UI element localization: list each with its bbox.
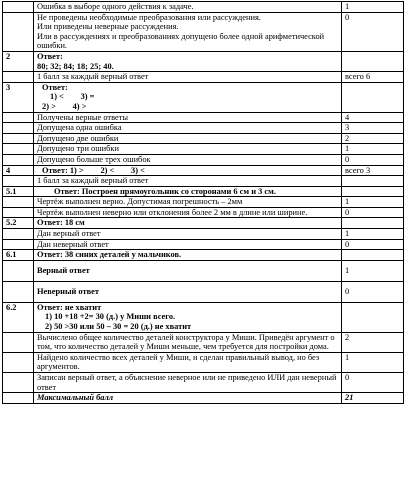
task-number: 4 [3, 165, 34, 176]
criterion-score: 2 [342, 332, 404, 352]
task-number: 6.2 [3, 302, 34, 332]
criterion-score: 0 [342, 239, 404, 250]
task-answer: Ответ: 1) > 2) < 3) < [34, 165, 342, 176]
table-row [3, 281, 404, 302]
criterion-text: Неверный ответ [34, 281, 342, 302]
criterion-score: 4 [342, 112, 404, 123]
scoring-table [2, 1, 404, 404]
criterion-text: Чертёж выполнен верно. Допустимая погрешность – 2мм [34, 197, 342, 208]
criterion-score: 1 [342, 197, 404, 208]
table-row [3, 2, 404, 13]
task-number: 5.2 [3, 218, 34, 229]
table-row [3, 239, 404, 250]
task-row [3, 186, 404, 197]
task-row [3, 165, 404, 176]
table-row [3, 229, 404, 240]
criterion-score: 1 [342, 2, 404, 13]
task-answer: Ответ: не хватит 1) 10 +18 +2= 30 (д.) у Миши всего. 2) 50 >30 или 50 – 30 = 20 (д.) не хватит [34, 302, 342, 332]
task-answer: Ответ: Построен прямоугольник со сторонами 6 см и 3 см. [34, 186, 342, 197]
table-row [3, 373, 404, 393]
table-row [3, 197, 404, 208]
task-row [3, 82, 404, 112]
criterion-text: Допущена одна ошибка [34, 123, 342, 134]
criterion-score: 0 [342, 373, 404, 393]
task-row [3, 218, 404, 229]
task-answer: Ответ: 38 синих деталей у мальчиков. [34, 250, 342, 261]
task-answer: Ответ: 1) < 3) = 2) > 4) > [34, 82, 342, 112]
criterion-text: Не проведены необходимые преобразования или рассуждения. Или приведены неверные рассуждения. Или в рассуждениях и преобразованиях допущено более одной арифметической ошибки. [34, 12, 342, 51]
criterion-score: 1 [342, 352, 404, 372]
criterion-score: всего 6 [342, 72, 404, 83]
criterion-score: 1 [342, 229, 404, 240]
total-row [3, 393, 404, 404]
table-row [3, 260, 404, 281]
criterion-text: Чертёж выполнен неверно или отклонения более 2 мм в длине или ширине. [34, 207, 342, 218]
table-row [3, 332, 404, 352]
criterion-text: Допущено больше трех ошибок [34, 154, 342, 165]
criterion-text: Дан неверный ответ [34, 239, 342, 250]
criterion-text: Дан верный ответ [34, 229, 342, 240]
criterion-score: 1 [342, 260, 404, 281]
criterion-text: Вычислено общее количество деталей конструктора у Миши. Приведён аргумент о том, что количество деталей у Миши меньше, чем требуется для постройки дома. [34, 332, 342, 352]
task-answer: Ответ: 80; 32; 84; 18; 25; 40. [34, 51, 342, 71]
table-row [3, 12, 404, 51]
task-row [3, 250, 404, 261]
table-row [3, 112, 404, 123]
table-row [3, 352, 404, 372]
criterion-text: Допущено три ошибки [34, 144, 342, 155]
table-row [3, 123, 404, 134]
criterion-score: 2 [342, 133, 404, 144]
task-number: 3 [3, 82, 34, 112]
criterion-score: 0 [342, 281, 404, 302]
task-row [3, 51, 404, 71]
criterion-text: 1 балл за каждый верный ответ [34, 72, 342, 83]
task-number: 5.1 [3, 186, 34, 197]
criterion-score: 1 [342, 144, 404, 155]
criterion-score: 0 [342, 207, 404, 218]
task-number: 6.1 [3, 250, 34, 261]
task-number: 2 [3, 51, 34, 71]
task-answer: Ответ: 18 см [34, 218, 342, 229]
table-row [3, 154, 404, 165]
table-row [3, 133, 404, 144]
table-row [3, 144, 404, 155]
max-score-label: Максимальный балл [34, 393, 342, 404]
table-row [3, 176, 404, 187]
criterion-text: Допущено две ошибки [34, 133, 342, 144]
max-score-value: 21 [342, 393, 404, 404]
criterion-score: 3 [342, 123, 404, 134]
criterion-text: Найдено количество всех деталей у Миши, и сделан правильный вывод, но без аргументов. [34, 352, 342, 372]
criterion-text: Ошибка в выборе одного действия к задаче. [34, 2, 342, 13]
table-row [3, 207, 404, 218]
criterion-score: всего 3 [342, 165, 404, 176]
task-row [3, 302, 404, 332]
criterion-text: Верный ответ [34, 260, 342, 281]
criterion-score: 0 [342, 12, 404, 51]
criterion-text: Записан верный ответ, а объяснение неверное или не приведено ИЛИ дан неверный ответ [34, 373, 342, 393]
criterion-text: Получены верные ответы [34, 112, 342, 123]
criterion-score: 0 [342, 154, 404, 165]
criterion-text: 1 балл за каждый верный ответ [34, 176, 342, 187]
table-row [3, 72, 404, 83]
